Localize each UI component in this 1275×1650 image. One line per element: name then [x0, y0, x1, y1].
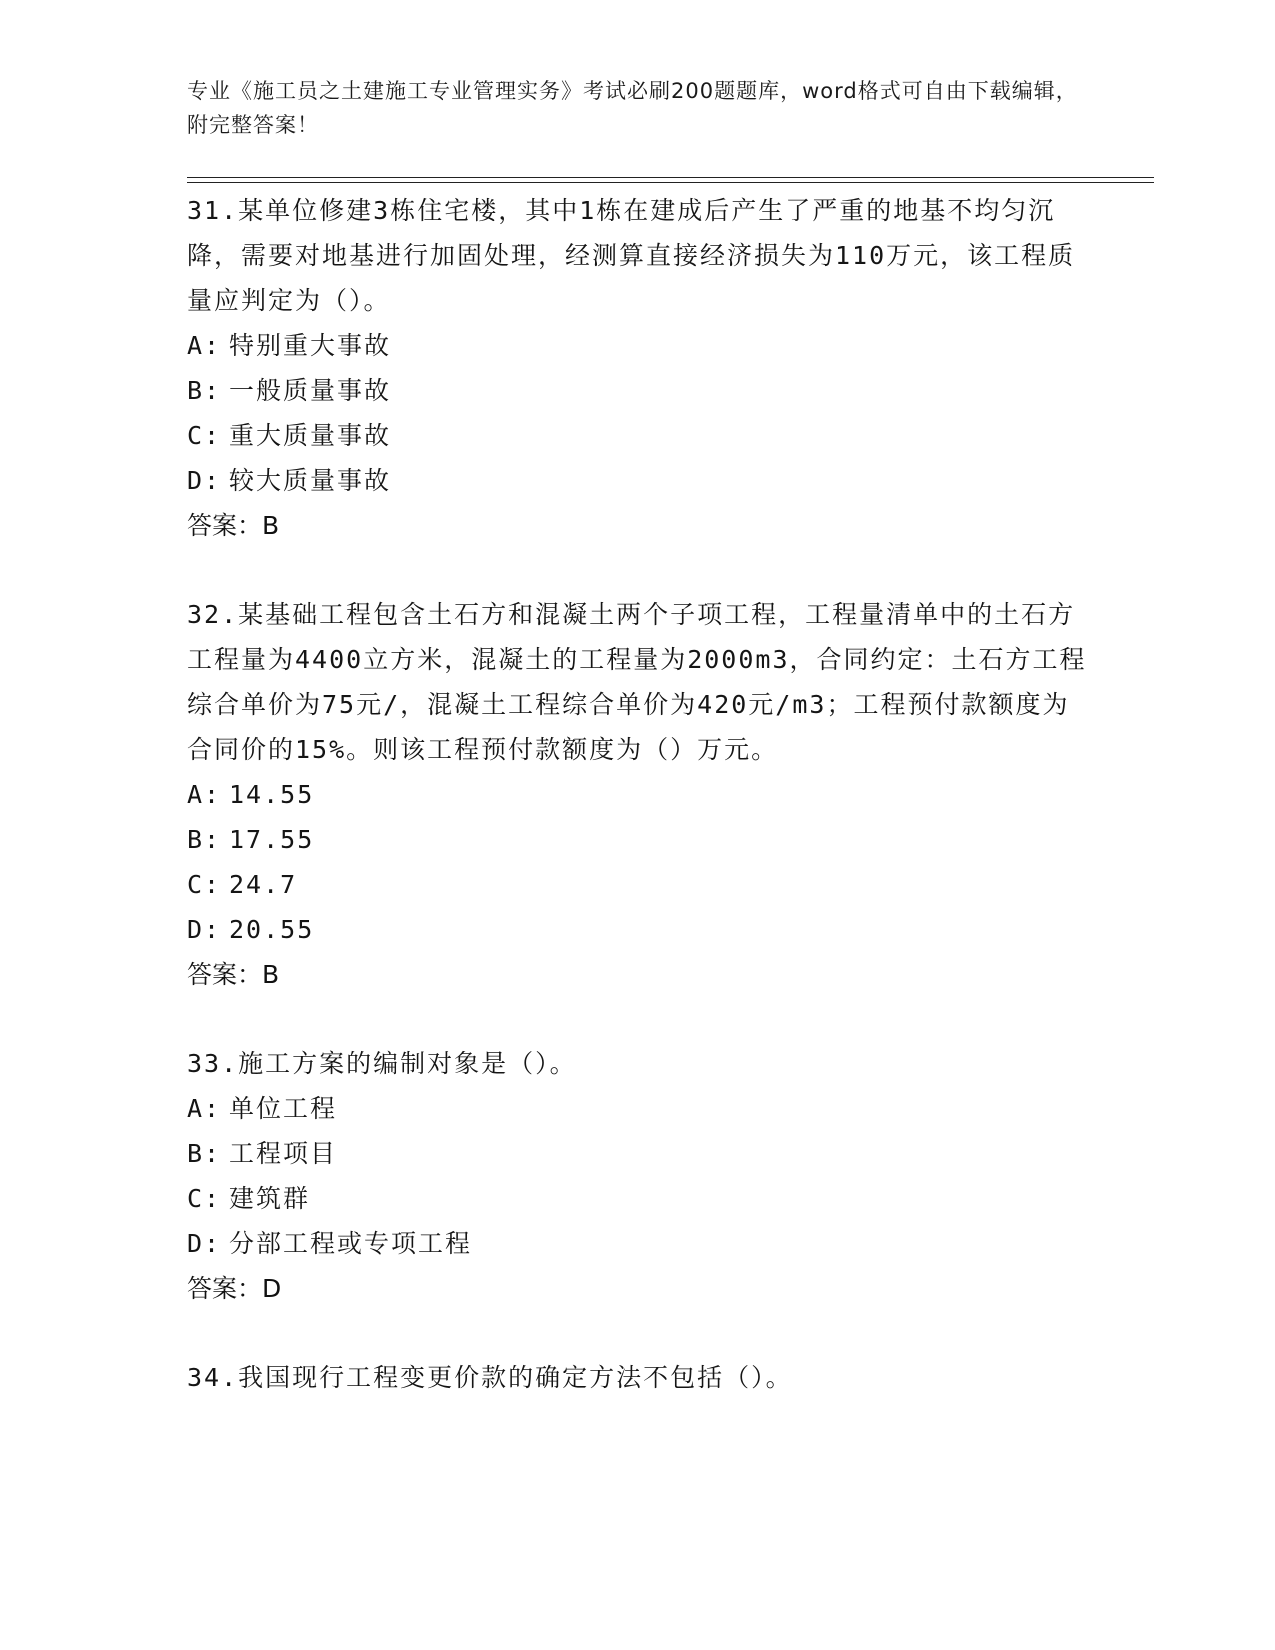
option-letter: A: — [187, 331, 222, 360]
option-letter: B: — [187, 1139, 222, 1168]
option-text: 分部工程或专项工程 — [229, 1229, 473, 1258]
header-divider-bottom — [187, 182, 1154, 183]
option-text: 较大质量事故 — [229, 466, 392, 495]
option-text: 工程项目 — [229, 1139, 338, 1168]
question-stem: 31.某单位修建3栋住宅楼，其中1栋在建成后产生了严重的地基不均匀沉降，需要对地基进行加固处理，经测算直接经济损失为110万元，该工程质量应判定为（）。 — [187, 196, 1076, 315]
question-stem: 33.施工方案的编制对象是（）。 — [187, 1049, 577, 1078]
answer-line: 答案：B — [187, 960, 280, 989]
option-letter: D: — [187, 915, 222, 944]
option-d — [187, 458, 1087, 503]
question-33 — [187, 1041, 1087, 1311]
option-d — [187, 1221, 1087, 1266]
option-text: 17.55 — [229, 825, 315, 854]
option-c — [187, 862, 1087, 907]
question-31 — [187, 188, 1087, 548]
answer-line: 答案：B — [187, 511, 280, 540]
answer-line: 答案：D — [187, 1274, 282, 1303]
option-d — [187, 907, 1087, 952]
option-letter: C: — [187, 421, 222, 450]
option-a — [187, 772, 1087, 817]
option-text: 一般质量事故 — [229, 376, 392, 405]
option-letter: C: — [187, 1184, 222, 1213]
option-letter: A: — [187, 780, 222, 809]
option-a — [187, 1086, 1087, 1131]
option-text: 20.55 — [229, 915, 315, 944]
question-stem: 32.某基础工程包含土石方和混凝土两个子项工程，工程量清单中的土石方工程量为4400立方米，混凝土的工程量为2000m3，合同约定：土石方工程综合单价为75元/，混凝土工程综合单价为420元/m3；工程预付款额度为合同价的15%。则该工程预付款额度为（）万元。 — [187, 600, 1087, 764]
option-b — [187, 1131, 1087, 1176]
header-divider-top — [187, 177, 1154, 178]
option-a — [187, 323, 1087, 368]
option-letter: D: — [187, 1229, 222, 1258]
option-c — [187, 413, 1087, 458]
option-text: 重大质量事故 — [229, 421, 392, 450]
question-stem: 34.我国现行工程变更价款的确定方法不包括（）。 — [187, 1363, 793, 1392]
option-text: 24.7 — [229, 870, 298, 899]
document-header: 专业《施工员之土建施工专业管理实务》考试必刷200题题库，word格式可自由下载编辑，附完整答案！ — [187, 79, 1078, 137]
option-text: 单位工程 — [229, 1094, 338, 1123]
option-b — [187, 817, 1087, 862]
option-b — [187, 368, 1087, 413]
option-text: 特别重大事故 — [229, 331, 392, 360]
question-32 — [187, 592, 1087, 997]
option-letter: D: — [187, 466, 222, 495]
option-c — [187, 1176, 1087, 1221]
question-34 — [187, 1355, 1087, 1400]
option-letter: B: — [187, 825, 222, 854]
option-letter: C: — [187, 870, 222, 899]
option-letter: A: — [187, 1094, 222, 1123]
question-list — [187, 188, 1087, 1444]
option-letter: B: — [187, 376, 222, 405]
option-text: 14.55 — [229, 780, 315, 809]
option-text: 建筑群 — [229, 1184, 311, 1213]
